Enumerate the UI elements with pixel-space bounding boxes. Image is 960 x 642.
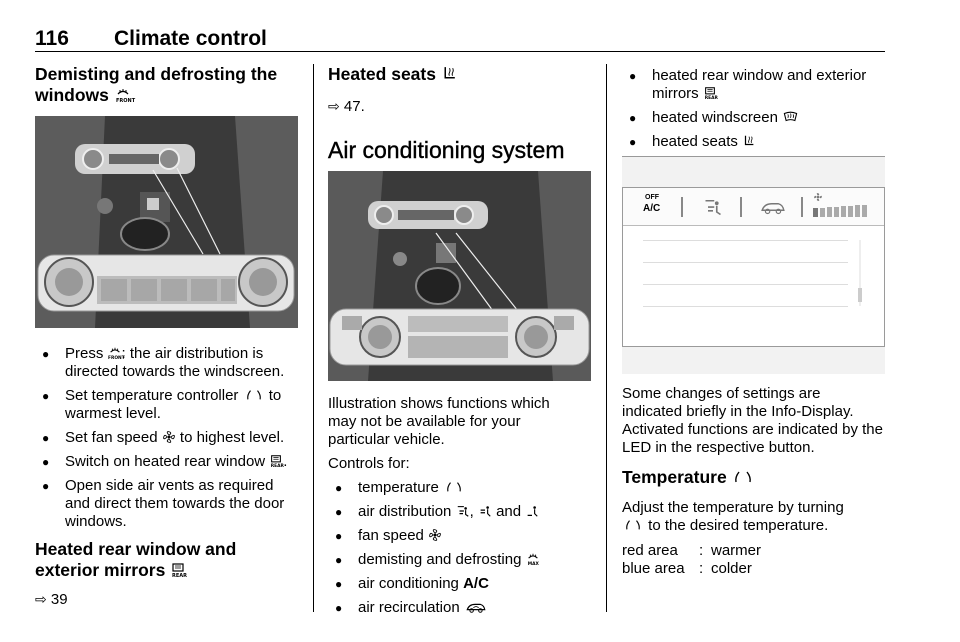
rear-defrost-icon <box>170 562 186 578</box>
controls-list <box>328 479 590 623</box>
demisting-defrost-icon <box>526 552 540 566</box>
table-row: blue area : colder <box>622 560 752 577</box>
list-item: ● Open side air vents as required and direct them towards the door windows. <box>35 477 301 531</box>
info-display-top-bar <box>623 188 884 226</box>
air-distribution-display-icon <box>702 197 724 217</box>
ac-off-indicator: OFF <box>645 194 659 201</box>
list-item: ● air distribution , and <box>328 503 590 521</box>
reference-arrow-icon: ⇨ <box>328 98 340 114</box>
rear-defrost-icon <box>703 86 717 100</box>
controls-intro: Controls for: <box>328 455 410 472</box>
page-header <box>35 26 885 52</box>
temperature-table <box>622 542 761 578</box>
list-item: ● Set fan speed to highest level. <box>35 429 301 447</box>
list-item: ● demisting and defrosting MAX <box>328 551 590 569</box>
svg-text:REAR: REAR <box>172 573 188 579</box>
list-item: ● temperature <box>328 479 590 497</box>
section-heading-temperature: Temperature <box>622 467 754 488</box>
fan-speed-icon <box>428 528 442 542</box>
fan-level-bar <box>813 205 869 217</box>
ac-indicator: A/C <box>643 203 661 214</box>
ac-label: A/C <box>463 575 489 592</box>
svg-text:MAX: MAX <box>527 562 539 568</box>
display-divider <box>681 197 683 217</box>
temperature-controller-icon <box>732 469 754 485</box>
recirculation-display-icon <box>760 198 786 216</box>
svg-text:FRONT: FRONT <box>115 98 135 104</box>
list-item: ● heated seats <box>622 133 888 151</box>
air-distribution-body-icon <box>478 504 492 518</box>
heated-seat-icon <box>742 134 756 148</box>
illustration-caption: Illustration shows functions which may not be available for your particular vehicle. <box>328 395 550 448</box>
air-distribution-windscreen-icon <box>456 504 470 518</box>
air-recirculation-icon <box>464 600 488 614</box>
front-defrost-icon <box>107 346 125 362</box>
controls-list-continued <box>622 67 888 157</box>
info-display-paragraph: Some changes of settings are indicated briefly in the Info-Display. Activated functions are indicated by the LED in the respective button. <box>622 385 883 456</box>
demisting-steps <box>35 345 301 537</box>
list-item: ● air conditioning A/C <box>328 575 590 593</box>
svg-text:FRONT: FRONT <box>107 356 125 362</box>
page-reference[interactable]: ⇨ 47. <box>328 98 365 115</box>
display-divider <box>801 197 803 217</box>
temperature-controller-icon <box>243 388 265 402</box>
console-photo-1 <box>35 116 298 328</box>
list-item: ● fan speed <box>328 527 590 545</box>
air-distribution-feet-icon <box>525 504 539 518</box>
list-item: ● heated windscreen <box>622 109 888 127</box>
heated-seat-icon <box>441 65 458 82</box>
section-heading-heated-seats: Heated seats <box>328 64 590 85</box>
page-title: Climate control <box>114 27 267 50</box>
svg-text:REAR: REAR <box>271 464 285 470</box>
page-reference[interactable]: ⇨ 39 <box>35 591 68 608</box>
temperature-instructions: Adjust the temperature by turning to the desired temperature. <box>622 499 844 534</box>
page-number: 116 <box>35 27 69 50</box>
list-item: ● Set temperature controller to warmest level. <box>35 387 301 423</box>
temperature-controller-icon <box>622 518 644 532</box>
list-item: ● Press FRONT : the air distribution is directed towards the windscreen. <box>35 345 301 381</box>
list-item: ● heated rear window and exterior mirrors REAR <box>622 67 888 103</box>
reference-arrow-icon: ⇨ <box>35 591 47 607</box>
fan-speed-icon <box>162 430 176 444</box>
section-heading-demisting: Demisting and defrosting the windows FRONT <box>35 64 278 105</box>
list-item: ● air recirculation <box>328 599 590 617</box>
fan-display-icon <box>813 192 823 202</box>
column-divider-2 <box>606 64 607 612</box>
console-photo-2 <box>328 171 591 381</box>
section-title-air-conditioning: Air conditioning system <box>328 137 565 163</box>
info-display-frame <box>622 187 885 347</box>
list-item: ● Switch on heated rear window REAR . <box>35 453 301 471</box>
temperature-controller-icon <box>443 480 465 494</box>
column-2 <box>328 64 590 616</box>
column-divider-1 <box>313 64 314 612</box>
section-heading-heated-rear-window: Heated rear window and exterior mirrors REAR <box>35 539 237 580</box>
column-1 <box>35 64 298 608</box>
heated-windscreen-icon <box>782 110 799 124</box>
display-divider <box>740 197 742 217</box>
front-defrost-icon <box>114 87 135 104</box>
rear-defrost-icon <box>269 454 283 468</box>
info-display-illustration <box>622 156 885 374</box>
svg-text:REAR: REAR <box>704 96 718 102</box>
table-row: red area : warmer <box>622 542 762 559</box>
